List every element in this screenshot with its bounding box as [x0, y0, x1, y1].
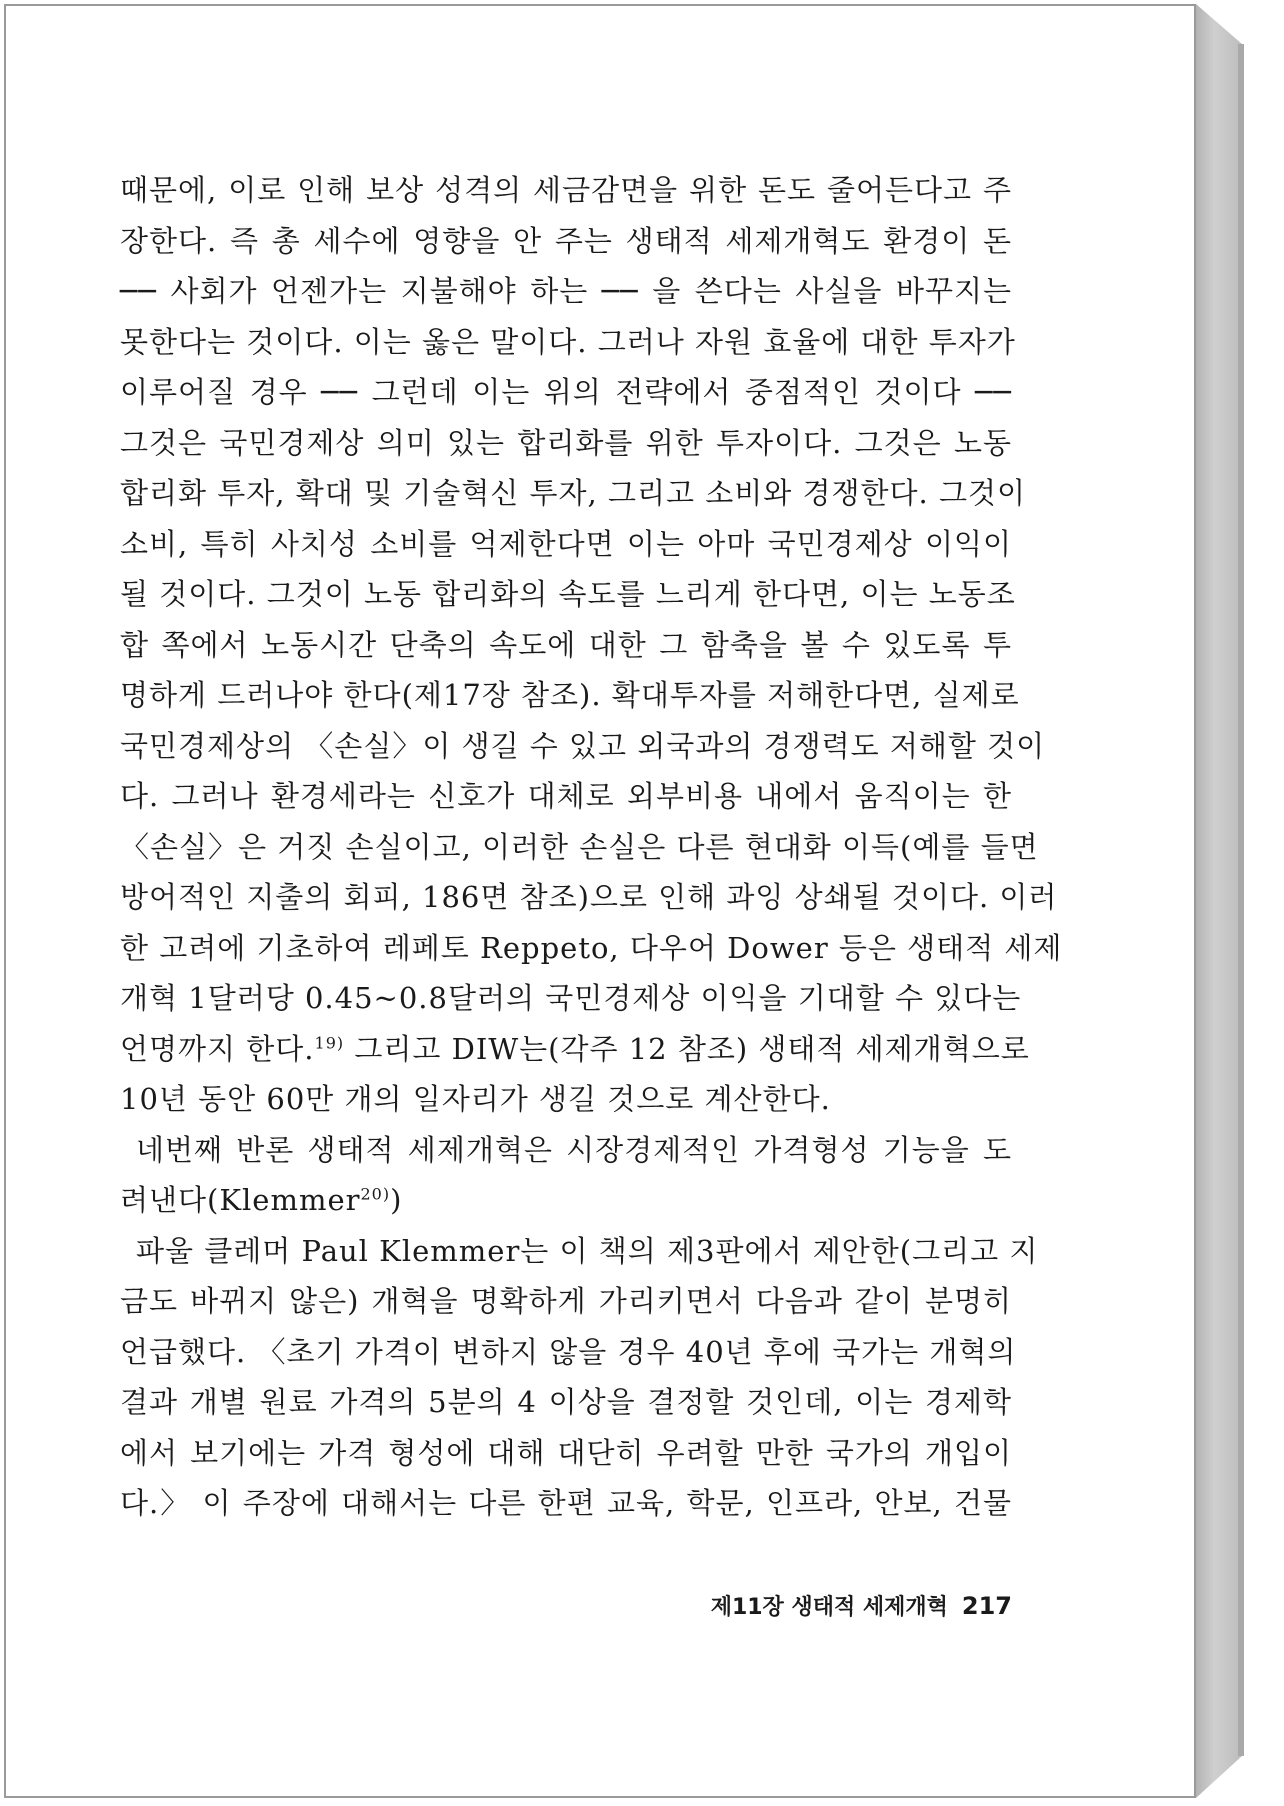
text-line: 다. 그러나 환경세라는 신호가 대체로 외부비용 내에서 움직이는 한	[120, 779, 1012, 813]
text-segment: 그리고 DIW는(각주 12 참조) 생태적 세제개혁으로	[344, 1031, 1030, 1066]
text-line: 파울 클레머 Paul Klemmer는 이 책의 제3판에서 제안한(그리고 지	[136, 1233, 1039, 1268]
text-line: 이루어질 경우 ── 그런데 이는 위의 전략에서 중점적인 것이다 ──	[120, 375, 1012, 409]
text-line: 〈손실〉은 거짓 손실이고, 이러한 손실은 다른 현대화 이득(예를 들면	[120, 829, 1039, 864]
page-footer	[600, 1590, 1012, 1621]
text-line: 합 쪽에서 노동시간 단축의 속도에 대한 그 함축을 볼 수 있도록 투	[120, 627, 1012, 662]
text-line: 그것은 국민경제상 의미 있는 합리화를 위한 투자이다. 그것은 노동	[120, 425, 1012, 460]
text-line: 방어적인 지출의 회피, 186면 참조)으로 인해 과잉 상쇄될 것이다. 이러	[120, 880, 1058, 914]
text-line: 결과 개별 원료 가격의 5분의 4 이상을 결정할 것인데, 이는 경제학	[120, 1385, 1012, 1419]
text-line: 국민경제상의 〈손실〉이 생길 수 있고 외국과의 경쟁력도 저해할 것이	[120, 728, 1046, 763]
text-line: 명하게 드러나야 한다(제17장 참조). 확대투자를 저해한다면, 실제로	[120, 678, 1020, 712]
chapter-title: 제11장 생태적 세제개혁	[710, 1595, 948, 1620]
text-line: 한 고려에 기초하여 레페토 Reppeto, 다우어 Dower 등은 생태적 세제	[120, 930, 1063, 965]
text-line: 합리화 투자, 확대 및 기술혁신 투자, 그리고 소비와 경쟁한다. 그것이	[120, 476, 1026, 510]
footnote-ref-20: 20)	[360, 1184, 391, 1204]
section-heading-cont	[120, 1175, 1012, 1226]
text-line-footnote-19	[120, 1024, 1030, 1075]
text-line: 될 것이다. 그것이 노동 합리화의 속도를 느리게 한다면, 이는 노동조	[120, 577, 1016, 611]
text-segment: 려낸다(Klemmer	[120, 1183, 361, 1217]
section-heading: 네번째 반론 생태적 세제개혁은 시장경제적인 가격형성 기능을 도	[136, 1132, 1012, 1167]
text-line: 에서 보기에는 가격 형성에 대해 대단히 우려할 만한 국가의 개입이	[120, 1435, 1012, 1470]
text-segment: 언명까지 한다.	[120, 1031, 315, 1066]
book-spine	[1196, 4, 1242, 1798]
text-line: 개혁 1달러당 0.45~0.8달러의 국민경제상 이익을 기대할 수 있다는	[120, 981, 1022, 1015]
book-spine-edge	[1238, 44, 1244, 1756]
text-line: 못한다는 것이다. 이는 옳은 말이다. 그러나 자원 효율에 대한 투자가	[120, 324, 1016, 359]
footnote-ref-19: 19)	[314, 1032, 345, 1052]
body-text	[120, 165, 1063, 1529]
text-line: 때문에, 이로 인해 보상 성격의 세금감면을 위한 돈도 줄어든다고 주	[120, 173, 1012, 207]
text-line: ── 사회가 언젠가는 지불해야 하는 ── 을 쓴다는 사실을 바꾸지는	[120, 274, 1012, 308]
text-line: 금도 바뀌지 않은) 개혁을 명확하게 가리키면서 다음과 같이 분명히	[120, 1284, 1012, 1318]
text-line: 장한다. 즉 총 세수에 영향을 안 주는 생태적 세제개혁도 환경이 돈	[120, 223, 1012, 258]
text-line: 소비, 특히 사치성 소비를 억제한다면 이는 아마 국민경제상 이익이	[120, 526, 1012, 561]
page-number: 217	[961, 1592, 1012, 1620]
text-line: 10년 동안 60만 개의 일자리가 생길 것으로 계산한다.	[120, 1082, 831, 1116]
text-segment: )	[390, 1183, 403, 1217]
text-line: 언급했다. 〈초기 가격이 변하지 않을 경우 40년 후에 국가는 개혁의	[120, 1334, 1017, 1369]
text-line: 다.〉 이 주장에 대해서는 다른 한편 교육, 학문, 인프라, 안보, 건물	[120, 1486, 1012, 1520]
